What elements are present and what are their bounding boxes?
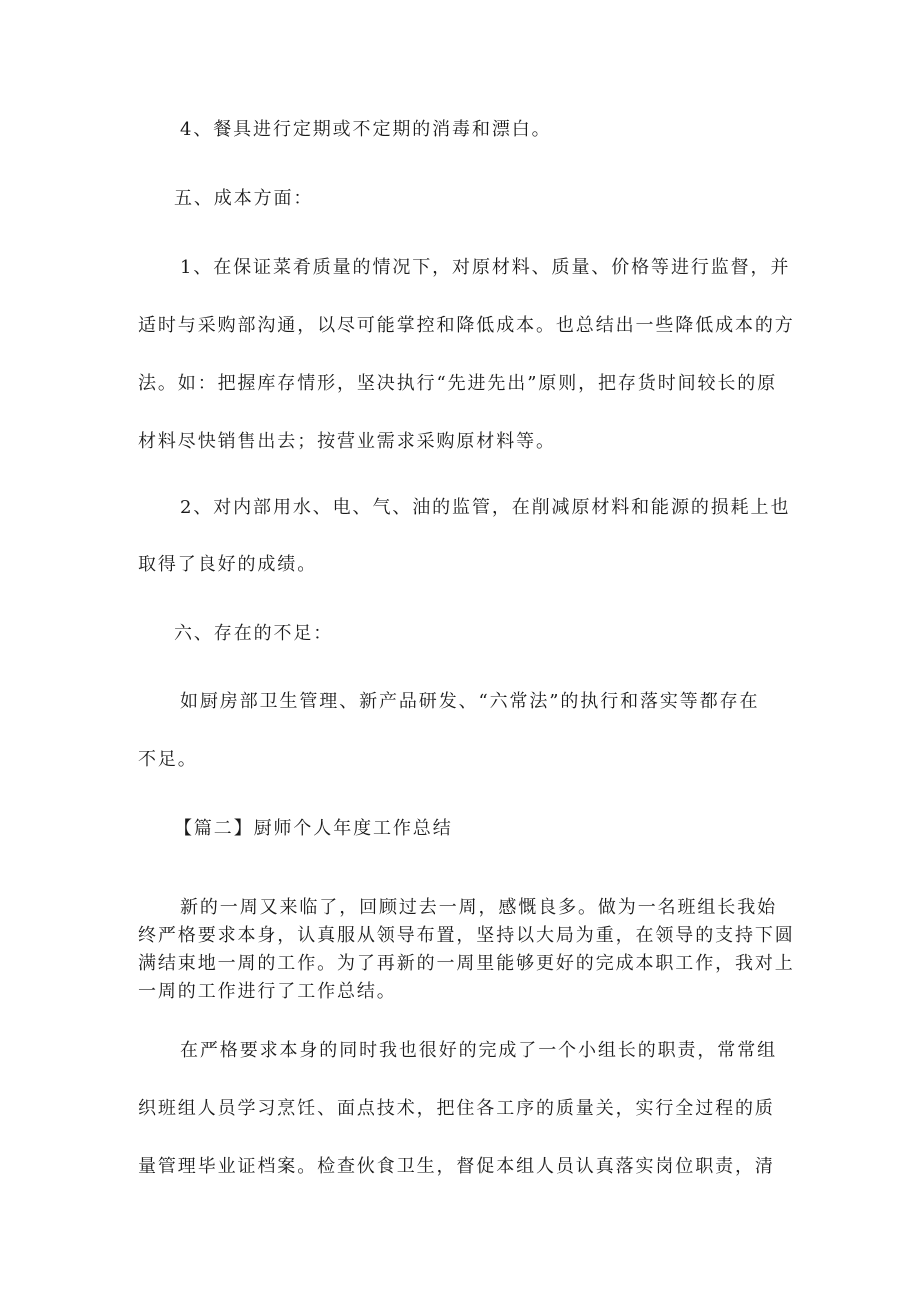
intro-line-1: 新的一周又来临了，回顾过去一周，感慨良多。做为一名班组长我始 — [180, 897, 777, 918]
cost-1-line-4: 材料尽快销售出去；按营业需求采购原材料等。 — [138, 431, 556, 452]
section-5-heading: 五、成本方面： — [174, 188, 314, 209]
cost-2-line-1: 2、对内部用水、电、气、油的监管，在削减原材料和能源的损耗上也 — [180, 497, 791, 518]
shortcomings-line-2: 不足。 — [138, 749, 198, 770]
shortcomings-line-1: 如厨房部卫生管理、新产品研发、“六常法”的执行和落实等都存在 — [180, 691, 760, 712]
cost-1-line-2: 适时与采购部沟通，以尽可能掌控和降低成本。也总结出一些降低成本的方 — [138, 315, 795, 336]
cost-1-line-3: 法。如：把握库存情形，坚决执行“先进先出”原则，把存货时间较长的原 — [138, 373, 778, 394]
part-2-title: 【篇二】厨师个人年度工作总结 — [174, 818, 453, 839]
item-4-line: 4、餐具进行定期或不定期的消毒和漂白。 — [180, 119, 552, 140]
section-6-heading: 六、存在的不足： — [174, 623, 334, 644]
duties-line-3: 量管理毕业证档案。检查伙食卫生，督促本组人员认真落实岗位职责，清 — [138, 1156, 775, 1177]
intro-line-2: 终严格要求本身，认真服从领导布置，坚持以大局为重，在领导的支持下圆 — [138, 925, 795, 946]
cost-1-line-1: 1、在保证菜肴质量的情况下，对原材料、质量、价格等进行监督，并 — [180, 257, 791, 278]
cost-2-line-2: 取得了良好的成绩。 — [138, 554, 318, 575]
intro-line-4: 一周的工作进行了工作总结。 — [138, 981, 397, 1002]
duties-line-1: 在严格要求本身的同时我也很好的完成了一个小组长的职责，常常组 — [180, 1040, 777, 1061]
duties-line-2: 织班组人员学习烹饪、面点技术，把住各工序的质量关，实行全过程的质 — [138, 1098, 775, 1119]
intro-line-3: 满结束地一周的工作。为了再新的一周里能够更好的完成本职工作，我对上 — [138, 953, 795, 974]
